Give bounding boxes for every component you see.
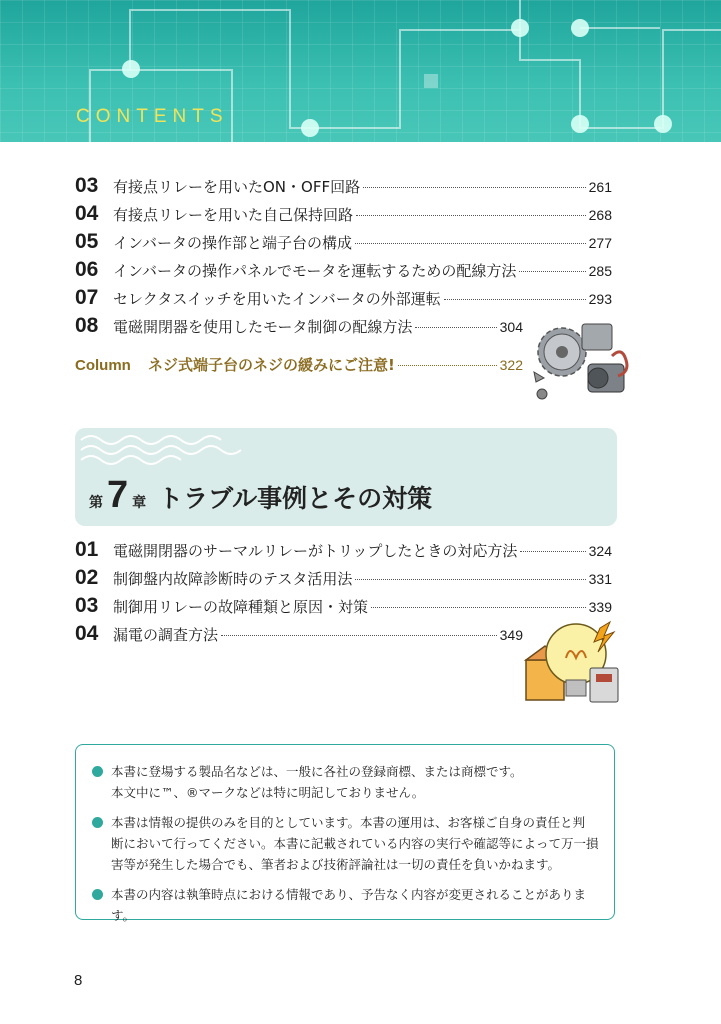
toc-entry-title: 電磁開閉器を使用したモータ制御の配線方法 bbox=[113, 318, 413, 336]
toc-entry-page: 304 bbox=[499, 319, 523, 335]
notice-line: 害等が発生した場合でも、筆者および技術評論社は一切の責任を負いかねます。 bbox=[111, 857, 561, 872]
toc-entry-title: 電磁開閉器のサーマルリレーがトリップしたときの対応方法 bbox=[113, 542, 518, 560]
notice-line: 本書の内容は執筆時点における情報であり、予告なく内容が変更されることがあります。 bbox=[111, 887, 587, 923]
contents-header bbox=[0, 0, 721, 142]
column-page: 322 bbox=[499, 357, 523, 373]
toc-entry-page: 268 bbox=[588, 207, 612, 223]
notice-item bbox=[90, 812, 600, 875]
bullet-icon bbox=[92, 766, 103, 777]
toc-entry-page: 331 bbox=[588, 571, 612, 587]
notice-line: 本書に登場する製品名などは、一般に各社の登録商標、または商標です。 bbox=[111, 764, 523, 779]
bullet-icon bbox=[92, 889, 103, 900]
contents-title: CONTENTS bbox=[76, 106, 229, 127]
leader-dots bbox=[355, 243, 586, 244]
toc-entry[interactable] bbox=[75, 286, 612, 312]
toc-entry[interactable] bbox=[75, 566, 612, 592]
chapter-prefix: 第 bbox=[89, 495, 103, 511]
toc-entry-number: 02 bbox=[75, 566, 99, 589]
leader-dots bbox=[371, 607, 586, 608]
notice-line: 断において行ってください。本書に記載されている内容の実行や確認等によって万一損 bbox=[111, 836, 599, 851]
toc-entry-page: 324 bbox=[588, 543, 612, 559]
toc-entry-number: 05 bbox=[75, 230, 99, 253]
toc-entry-title: インバータの操作パネルでモータを運転するための配線方法 bbox=[113, 262, 517, 280]
column-title: ネジ式端子台のネジの緩みにご注意! bbox=[148, 356, 395, 374]
toc-entry[interactable] bbox=[75, 314, 523, 340]
toc-entry-page: 339 bbox=[588, 599, 612, 615]
toc-entry-title: 有接点リレーを用いた自己保持回路 bbox=[113, 206, 354, 224]
toc-entry-title: インバータの操作部と端子台の構成 bbox=[113, 234, 352, 252]
toc-entry[interactable] bbox=[75, 174, 612, 200]
toc-entry[interactable] bbox=[75, 538, 612, 564]
toc-entry-number: 07 bbox=[75, 286, 99, 309]
leader-dots bbox=[519, 271, 585, 272]
leader-dots bbox=[444, 299, 586, 300]
toc-entry-number: 03 bbox=[75, 174, 99, 197]
toc-entry[interactable] bbox=[75, 594, 612, 620]
chapter-suffix: 章 bbox=[132, 495, 147, 511]
lightbulb-illustration bbox=[524, 618, 624, 706]
toc-entry-page: 349 bbox=[499, 627, 523, 643]
toc-entry[interactable] bbox=[75, 230, 612, 256]
column-label: Column bbox=[75, 357, 131, 374]
toc-entry-title: 漏電の調査方法 bbox=[113, 626, 219, 644]
notice-item bbox=[90, 761, 600, 803]
page-number: 8 bbox=[74, 972, 83, 989]
toc-entry-page: 277 bbox=[588, 235, 612, 251]
chapter-title-line bbox=[89, 474, 432, 517]
toc-entry-page: 261 bbox=[588, 179, 612, 195]
column-entry[interactable] bbox=[75, 354, 523, 380]
toc-entry-number: 01 bbox=[75, 538, 99, 561]
chapter-heading bbox=[75, 428, 617, 526]
toc-entry[interactable] bbox=[75, 258, 612, 284]
chapter-title: トラブル事例とその対策 bbox=[158, 484, 433, 513]
notice-line: 本文中に™、®マークなどは特に明記しておりません。 bbox=[111, 785, 425, 800]
leader-dots bbox=[415, 327, 496, 328]
toc-entry-number: 04 bbox=[75, 622, 99, 645]
leader-dots bbox=[520, 551, 585, 552]
leader-dots bbox=[221, 635, 497, 636]
toc-entry-page: 285 bbox=[588, 263, 612, 279]
toc-entry-page: 293 bbox=[588, 291, 612, 307]
leader-dots bbox=[356, 215, 586, 216]
bullet-icon bbox=[92, 817, 103, 828]
chapter-number: 7 bbox=[107, 474, 129, 516]
notice-line: 本書は情報の提供のみを目的としています。本書の運用は、お客様ご自身の責任と判 bbox=[111, 815, 586, 830]
toc-entry[interactable] bbox=[75, 202, 612, 228]
toc-entry-number: 06 bbox=[75, 258, 99, 281]
toc-entry-title: セレクタスイッチを用いたインバータの外部運転 bbox=[113, 290, 441, 308]
notice-item bbox=[90, 884, 600, 926]
leader-dots bbox=[398, 365, 497, 366]
toc-entry-title: 制御用リレーの故障種類と原因・対策 bbox=[113, 598, 369, 616]
leader-dots bbox=[355, 579, 585, 580]
leader-dots bbox=[363, 187, 586, 188]
toc-entry-number: 03 bbox=[75, 594, 99, 617]
toc-entry[interactable] bbox=[75, 622, 523, 648]
toc-entry-title: 有接点リレーを用いたON・OFF回路 bbox=[113, 178, 361, 196]
wave-decoration bbox=[75, 428, 617, 468]
toc-entry-number: 04 bbox=[75, 202, 99, 225]
toc-entry-title: 制御盤内故障診断時のテスタ活用法 bbox=[113, 570, 353, 588]
gears-motor-illustration bbox=[528, 316, 634, 406]
notice-box bbox=[75, 744, 615, 923]
toc-entry-number: 08 bbox=[75, 314, 99, 337]
